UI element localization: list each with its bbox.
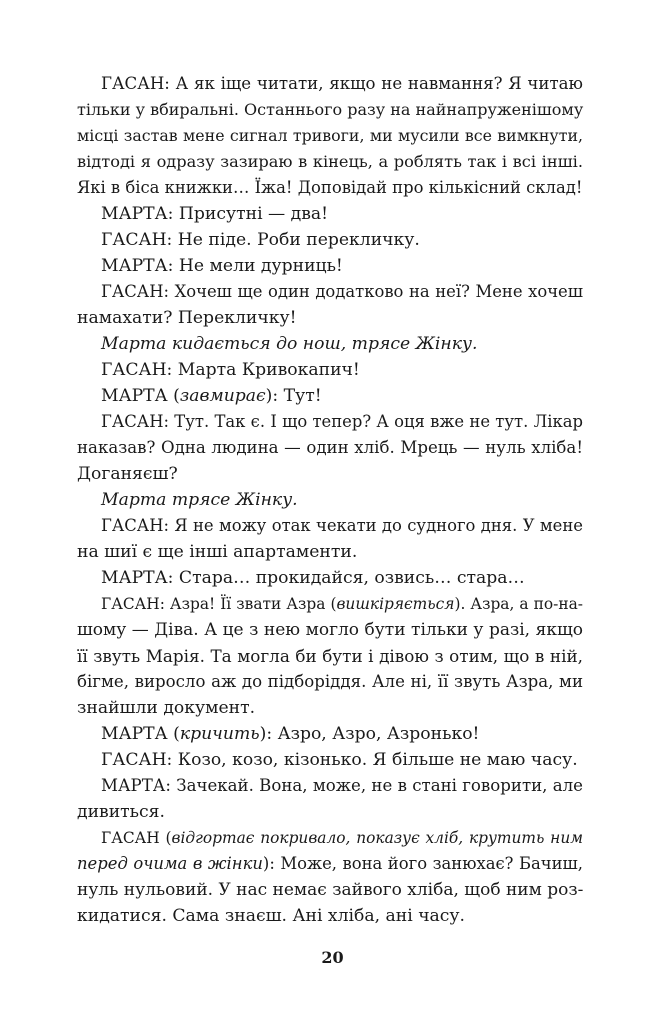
text-line <box>77 591 583 617</box>
text-line: намахати? Перекличку! <box>77 308 297 328</box>
speaker-text: МАРТА ( <box>101 724 180 744</box>
text-line <box>77 851 583 877</box>
text-line: кидатися. Сама знаєш. Ані хліба, ані часу. <box>77 906 466 926</box>
text-line: Доганяєш? <box>77 464 178 484</box>
text-line <box>77 825 583 851</box>
text-line: Які в біса книжки… Їжа! Доповідай про кількісний склад! <box>77 178 583 197</box>
text-line: наказав? Одна людина — один хліб. Мрець — нуль хліба! <box>77 438 583 457</box>
text-line: МАРТА: Зачекай. Вона, може, не в стані говорити, але <box>101 776 583 795</box>
text-line: ГАСАН: Марта Кривокапич! <box>101 360 360 380</box>
page-number: 20 <box>321 948 344 967</box>
text-line: ГАСАН: Тут. Так є. І що тепер? А оця вже не тут. Лікар <box>101 412 583 431</box>
text-line: ГАСАН: Не піде. Роби перекличку. <box>101 230 420 250</box>
text-line: тільки у вбиральні. Останнього разу на найнапруженішому <box>77 100 584 119</box>
text-line: шому — Діва. А це з нею могло бути тільки у разі, якщо <box>77 620 583 640</box>
stage-direction: вишкіряється <box>336 595 455 613</box>
speech-text: ). Азра, а по-на- <box>454 595 583 613</box>
speech-text: ): Може, вона його занюхає? Бачиш, <box>262 854 583 873</box>
text-line: нуль нульовий. У нас немає зайвого хліба, щоб ним роз- <box>77 880 584 900</box>
speaker-text: ГАСАН: Азра! Її звати Азра ( <box>101 595 337 613</box>
text-line: бігме, виросло аж до підборіддя. Але ні, її звуть Азра, ми <box>77 672 583 691</box>
text-line: ГАСАН: Хочеш ще один додатково на неї? Мене хочеш <box>101 282 583 301</box>
speaker-text: МАРТА ( <box>101 386 180 406</box>
text-line: на шиї є ще інші апартаменти. <box>77 542 358 562</box>
text-line <box>77 721 583 747</box>
text-line: МАРТА: Стара… прокидайся, озвись… стара… <box>101 568 525 588</box>
text-line: ГАСАН: Козо, козо, кізонько. Я більше не маю часу. <box>101 750 578 770</box>
text-line: її звуть Марія. Та могла би бути і дівою з отим, що в ній, <box>77 646 583 666</box>
speech-text: ): Азро, Азро, Азронько! <box>259 724 480 744</box>
stage-direction: відгортає покривало, показує хліб, крутить ним <box>171 829 583 847</box>
body-text <box>77 71 583 929</box>
text-line: ГАСАН: А як іще читати, якщо не навмання? Я читаю <box>101 74 583 93</box>
speech-text: ): Тут! <box>265 386 322 406</box>
text-line: ГАСАН: Я не можу отак чекати до судного дня. У мене <box>101 516 583 535</box>
stage-direction: кричить <box>179 724 260 744</box>
text-line: МАРТА: Не мели дурниць! <box>101 256 343 276</box>
stage-direction: завмирає <box>179 386 266 406</box>
text-line: МАРТА: Присутні — два! <box>101 204 329 224</box>
text-line: дивиться. <box>77 802 165 822</box>
text-line: місці застав мене сигнал тривоги, ми мусили все вимкнути, <box>77 126 583 145</box>
text-line <box>77 383 583 409</box>
speaker-text: ГАСАН ( <box>101 829 172 847</box>
text-line: Марта кидається до нош, трясе Жінку. <box>101 334 478 354</box>
text-line: знайшли документ. <box>77 698 256 718</box>
text-line: Марта трясе Жінку. <box>101 490 298 510</box>
text-line: відтоді я одразу зазираю в кінець, а роблять так і всі інші. <box>77 152 583 171</box>
stage-direction: перед очима в жінки <box>77 854 263 873</box>
